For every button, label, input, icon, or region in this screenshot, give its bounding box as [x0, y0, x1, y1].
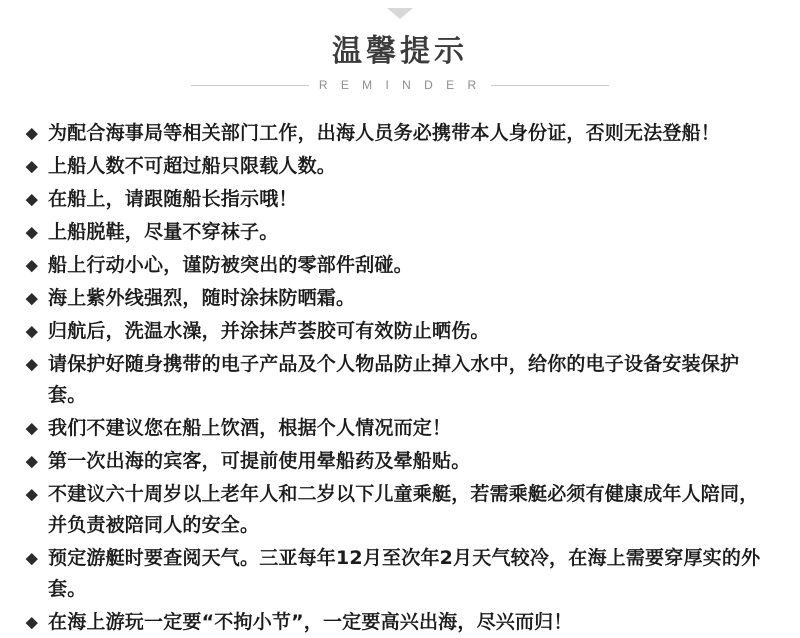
- diamond-bullet-icon: ◆: [26, 420, 38, 437]
- list-item-text: 为配合海事局等相关部门工作，出海人员务必携带本人身份证，否则无法登船！: [48, 122, 721, 144]
- page-title: 温馨提示: [332, 35, 468, 68]
- divider-right: [491, 85, 609, 86]
- list-item: [26, 250, 770, 281]
- list-item-text: 请保护好随身携带的电子产品及个人物品防止掉入水中，给你的电子设备安装保护套。: [48, 353, 740, 406]
- list-item-text: 海上紫外线强烈，随时涂抹防晒霜。: [48, 287, 356, 309]
- diamond-bullet-icon: ◆: [26, 158, 38, 175]
- list-item-text: 上船脱鞋，尽量不穿袜子。: [48, 221, 279, 243]
- diamond-bullet-icon: ◆: [26, 356, 38, 373]
- diamond-bullet-icon: ◆: [26, 614, 38, 631]
- diamond-bullet-icon: ◆: [26, 125, 38, 142]
- page-header: [0, 0, 800, 92]
- list-item: [26, 349, 770, 411]
- list-item-text: 上船人数不可超过船只限载人数。: [48, 155, 337, 177]
- diamond-bullet-icon: ◆: [26, 224, 38, 241]
- diamond-bullet-icon: ◆: [26, 323, 38, 340]
- triangle-down-icon: [387, 8, 413, 19]
- diamond-bullet-icon: ◆: [26, 191, 38, 208]
- list-item: [26, 446, 770, 477]
- diamond-bullet-icon: ◆: [26, 290, 38, 307]
- page-subtitle: R E M I N D E R: [318, 78, 482, 92]
- diamond-bullet-icon: ◆: [26, 257, 38, 274]
- list-item: [26, 607, 770, 638]
- list-item: [26, 184, 770, 215]
- list-item: [26, 479, 770, 541]
- list-item: [26, 543, 770, 605]
- list-item-text: 我们不建议您在船上饮酒，根据个人情况而定！: [48, 417, 452, 439]
- list-item: [26, 283, 770, 314]
- divider-left: [191, 85, 309, 86]
- list-item-text: 归航后，洗温水澡，并涂抹芦荟胶可有效防止晒伤。: [48, 320, 490, 342]
- list-item: [26, 413, 770, 444]
- diamond-bullet-icon: ◆: [26, 453, 38, 470]
- list-item-text: 预定游艇时要查阅天气。三亚每年12月至次年2月天气较冷，在海上需要穿厚实的外套。: [48, 547, 761, 600]
- list-item: [26, 217, 770, 248]
- list-item: [26, 151, 770, 182]
- diamond-bullet-icon: ◆: [26, 550, 38, 567]
- list-item-text: 船上行动小心，谨防被突出的零部件刮碰。: [48, 254, 413, 276]
- list-item-text: 在船上，请跟随船长指示哦！: [48, 188, 298, 210]
- list-item: [26, 316, 770, 347]
- list-item-text: 在海上游玩一定要“不拘小节”，一定要高兴出海，尽兴而归！: [48, 611, 573, 633]
- diamond-bullet-icon: ◆: [26, 486, 38, 503]
- subtitle-row: [0, 78, 800, 92]
- list-item-text: 不建议六十周岁以上老年人和二岁以下儿童乘艇，若需乘艇必须有健康成年人陪同，并负责被陪同人的安全。: [48, 483, 759, 536]
- list-item-text: 第一次出海的宾客，可提前使用晕船药及晕船贴。: [48, 450, 471, 472]
- reminder-list: [0, 118, 800, 638]
- list-item: [26, 118, 770, 149]
